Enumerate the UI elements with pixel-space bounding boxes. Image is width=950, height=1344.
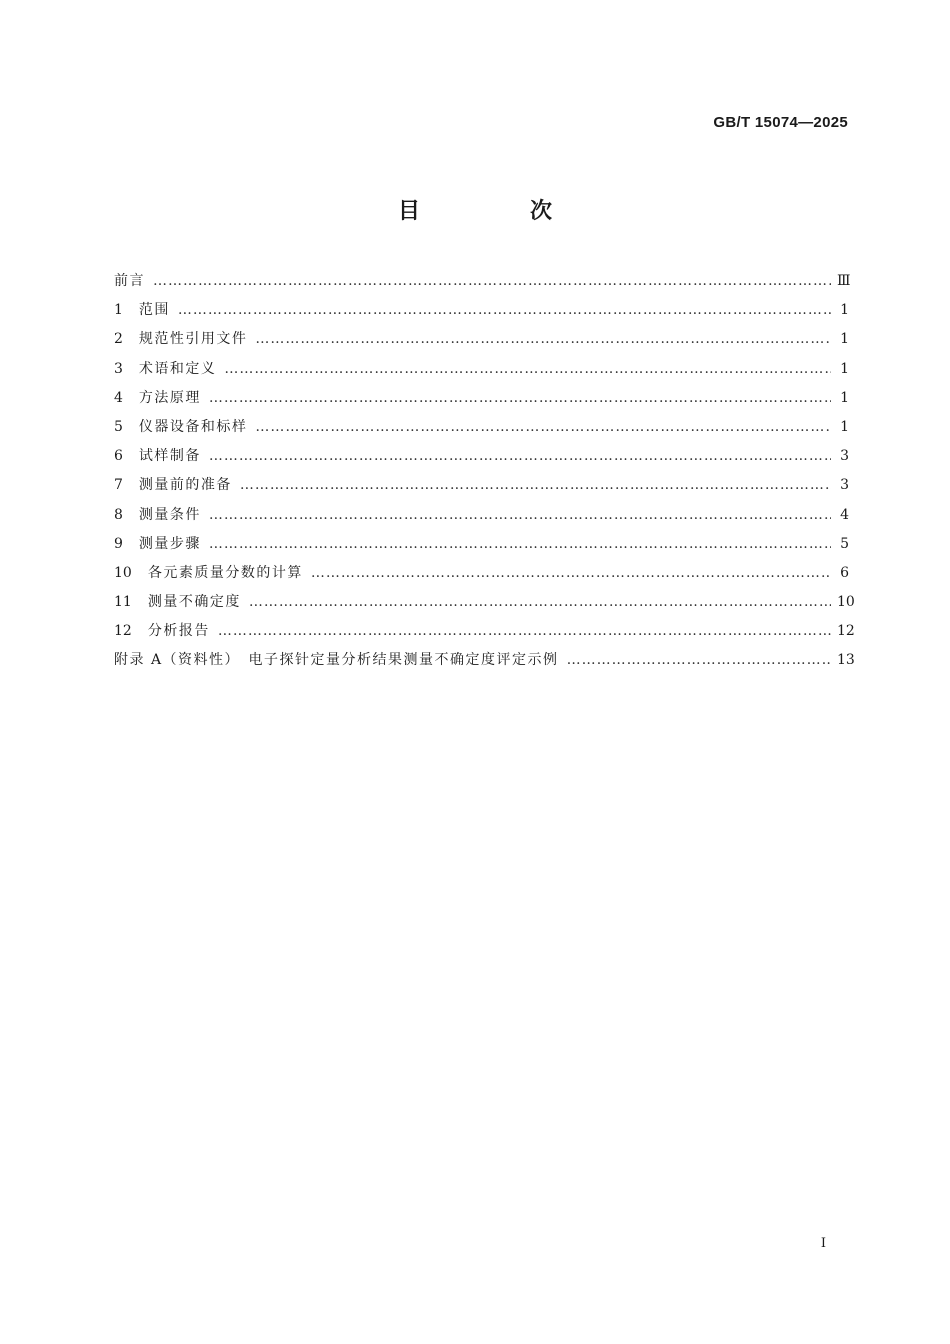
- toc-entry-10[interactable]: [114, 562, 849, 591]
- toc-entry-1[interactable]: [114, 299, 849, 328]
- toc-entry-page: Ⅲ: [837, 273, 851, 289]
- toc-entry-label: 测量步骤: [138, 535, 201, 552]
- toc-leader-dots: [255, 419, 831, 435]
- toc-entry-number: 3: [114, 360, 123, 377]
- standard-code: GB/T 15074—2025: [713, 114, 848, 131]
- toc-entry-label: 仪器设备和标样: [138, 418, 248, 435]
- toc-leader-dots: [209, 390, 831, 406]
- toc-entry-page: 6: [840, 564, 849, 581]
- toc-entry-page: 4: [840, 506, 849, 523]
- toc-leader-dots: [218, 623, 831, 639]
- toc-entry-page: 1: [840, 360, 849, 377]
- toc-entry-page: 3: [840, 448, 849, 465]
- toc-entry-label: 规范性引用文件: [138, 331, 248, 348]
- toc-entry-number: 11: [114, 594, 132, 611]
- toc-entry-number: 2: [114, 331, 123, 348]
- toc-entry-page: 1: [840, 418, 849, 435]
- toc-leader-dots: [209, 448, 831, 464]
- toc-entry-3[interactable]: [114, 358, 849, 387]
- toc-entry-label: 试样制备: [138, 448, 201, 465]
- toc-entry-page: 3: [840, 477, 849, 494]
- toc-leader-dots: [209, 507, 831, 523]
- toc-entry-5[interactable]: [114, 416, 849, 445]
- toc-leader-dots: [567, 652, 831, 668]
- toc-entry-page: 1: [840, 331, 849, 348]
- toc-entry-7[interactable]: [114, 474, 849, 503]
- toc-entry-appendix-a[interactable]: [114, 649, 855, 678]
- toc-entry-page: 1: [840, 302, 849, 319]
- toc-entry-page: 13: [837, 652, 855, 669]
- toc-entry-number: 8: [114, 506, 123, 523]
- toc-entry-page: 1: [840, 389, 849, 406]
- toc-entry-11[interactable]: [114, 591, 855, 620]
- toc-entry-label: 附录 A（资料性） 电子探针定量分析结果测量不确定度评定示例: [114, 652, 559, 669]
- toc-leader-dots: [209, 536, 831, 552]
- toc-entry-label: 前言: [114, 273, 145, 289]
- toc-entry-label: 范围: [138, 302, 170, 319]
- toc-entry-6[interactable]: [114, 445, 849, 474]
- toc-entry-number: 4: [114, 389, 123, 406]
- toc-entry-page: 12: [837, 623, 855, 640]
- toc-entry-number: 6: [114, 448, 123, 465]
- toc-entry-9[interactable]: [114, 533, 849, 562]
- toc-entry-label: 测量不确定度: [147, 594, 241, 611]
- toc-entry-number: 1: [114, 302, 123, 319]
- toc-entry-label: 测量条件: [138, 506, 201, 523]
- toc-entry-label: 分析报告: [147, 623, 210, 640]
- toc-entry-8[interactable]: [114, 504, 849, 533]
- toc-entry-label: 测量前的准备: [138, 477, 232, 494]
- toc-entry-number: 10: [114, 564, 132, 581]
- toc-entry-number: 9: [114, 535, 123, 552]
- toc-entry-label: 术语和定义: [138, 360, 217, 377]
- page-title: 目 次: [397, 199, 596, 224]
- toc-entry-page: 10: [837, 594, 855, 611]
- toc-leader-dots: [240, 477, 831, 493]
- toc-leader-dots: [178, 302, 831, 318]
- toc-entry-4[interactable]: [114, 387, 849, 416]
- toc-entry-2[interactable]: [114, 328, 849, 357]
- toc-leader-dots: [153, 273, 831, 289]
- toc-entry-page: 5: [840, 535, 849, 552]
- toc-entry-label: 各元素质量分数的计算: [147, 564, 303, 581]
- toc-entry-label: 方法原理: [138, 389, 201, 406]
- toc-entry-foreword[interactable]: [114, 270, 849, 299]
- toc-leader-dots: [311, 565, 831, 581]
- toc-entry-number: 12: [114, 623, 132, 640]
- page-number: I: [820, 1236, 826, 1251]
- toc-entry-12[interactable]: [114, 620, 855, 649]
- toc-entry-number: 7: [114, 477, 123, 494]
- toc-leader-dots: [249, 594, 831, 610]
- toc-leader-dots: [224, 361, 831, 377]
- table-of-contents: [114, 270, 855, 679]
- toc-entry-number: 5: [114, 418, 123, 435]
- toc-leader-dots: [255, 331, 831, 347]
